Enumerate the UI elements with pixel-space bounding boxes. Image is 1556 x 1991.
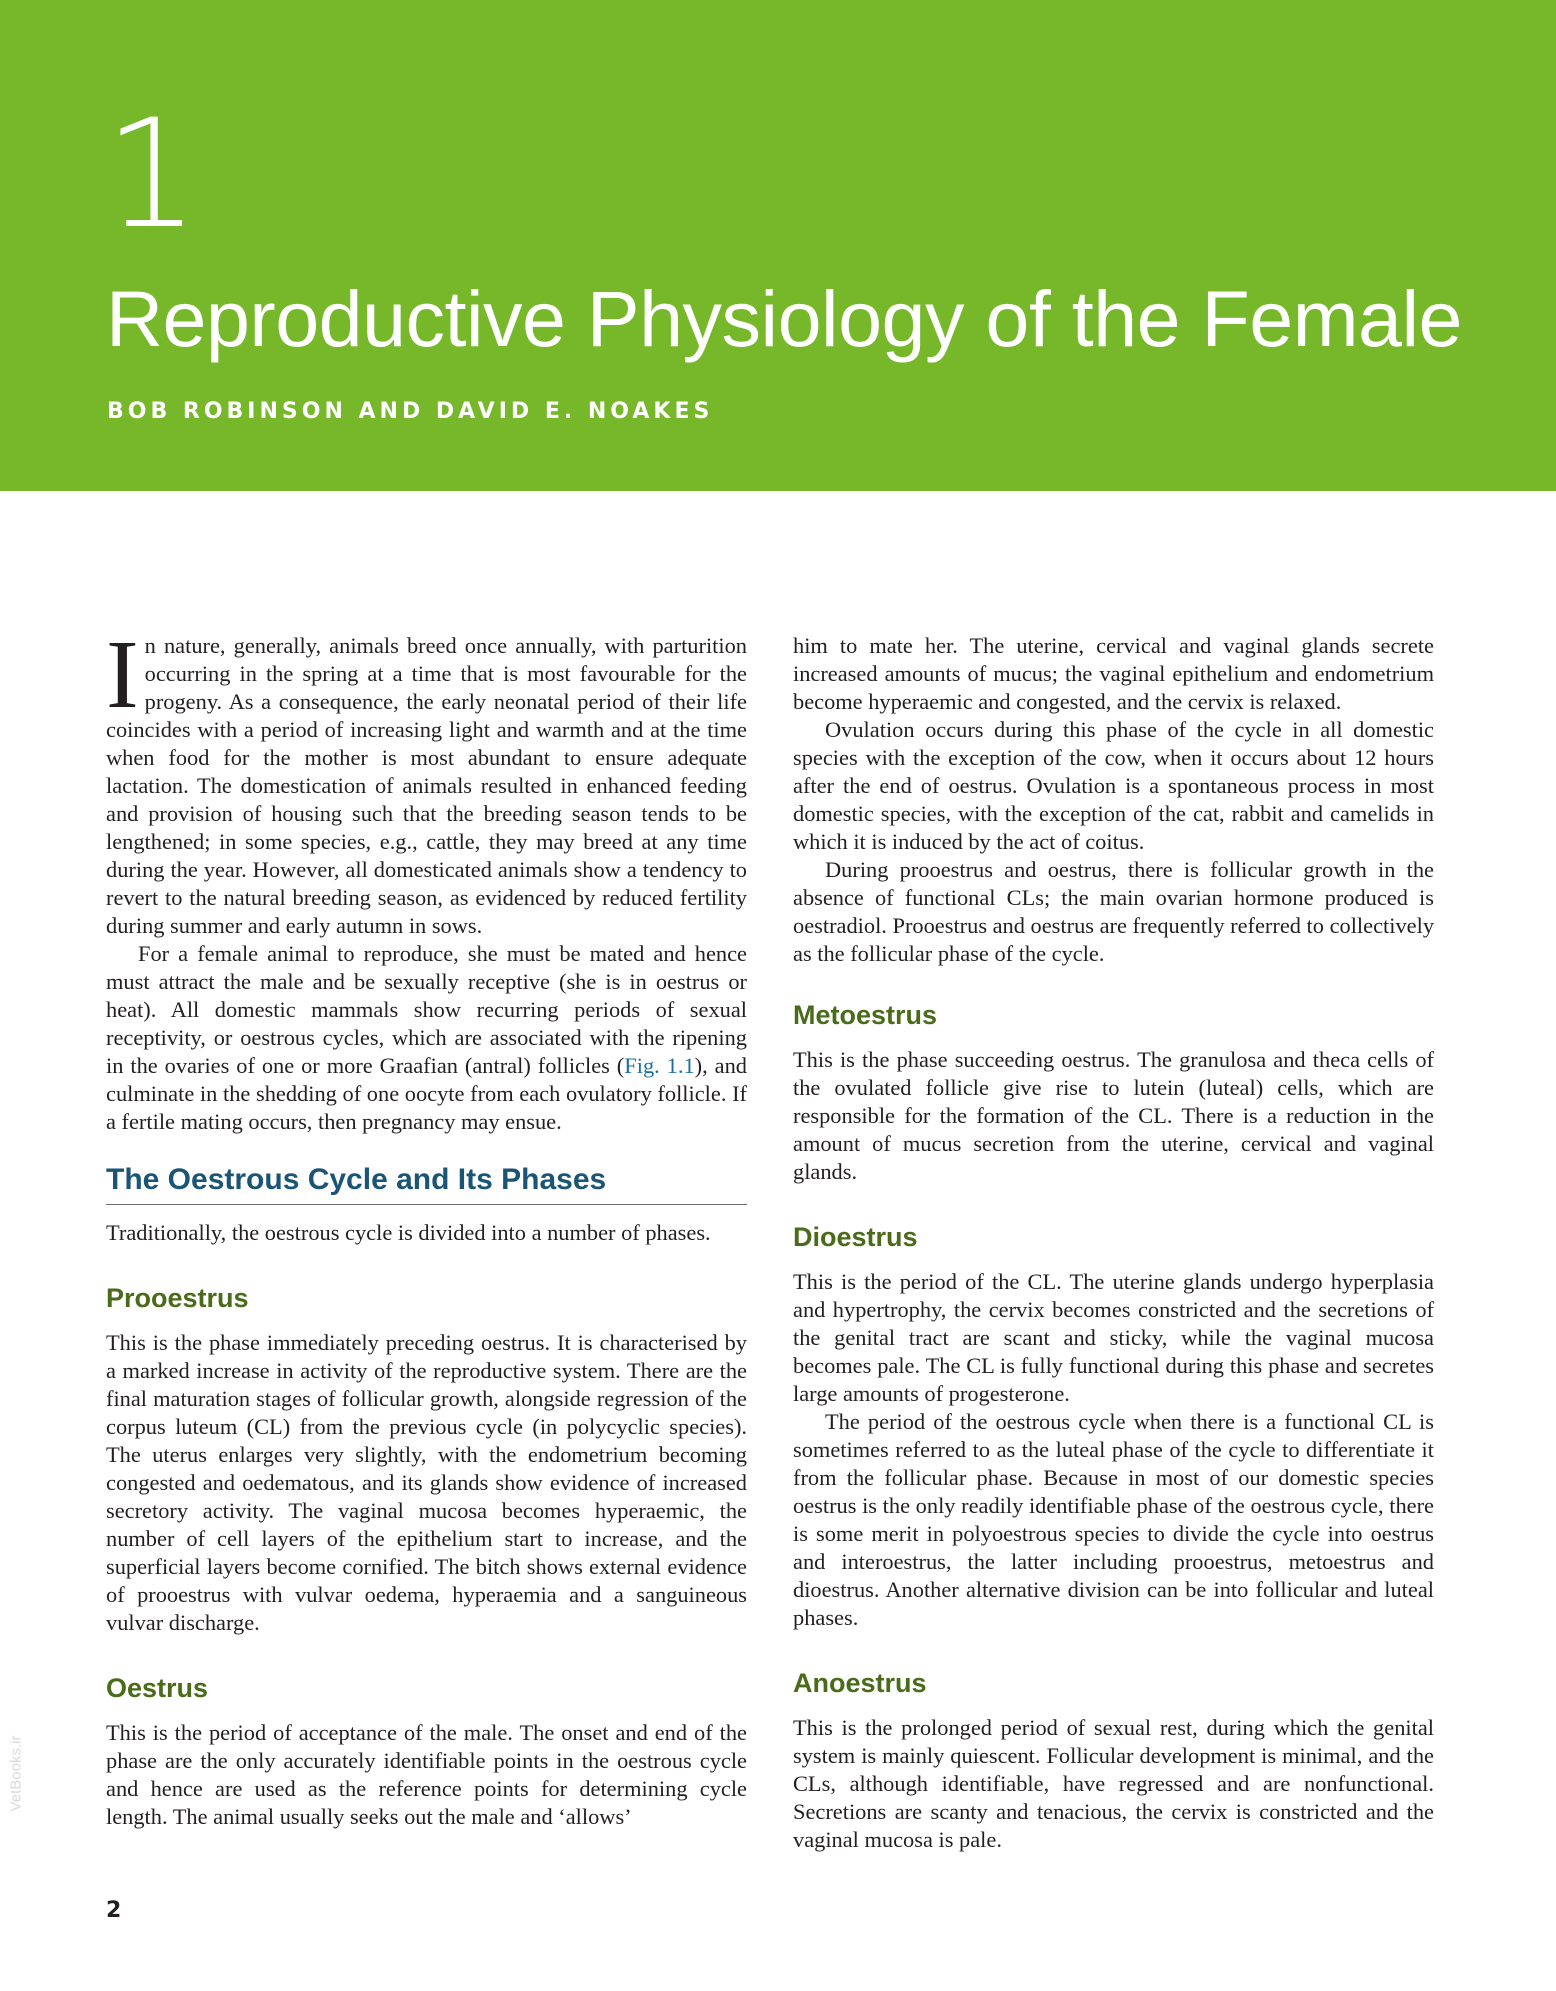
prooestrus-paragraph: This is the phase immediately preceding oestrus. It is characterised by a marked increase in activity of the reproductive system. There are the final maturation stages of follicular growth, alongside regression of the corpus luteum (CL) from the previous cycle (in polycyclic species). The uterus enlarges very slightly, with the endometrium becoming congested and oedematous, and its glands show evidence of increased secretory activity. The vaginal mucosa becomes hyperaemic, the number of cell layers of the epithelium start to increase, and the superficial layers become cornified. The bitch shows external evidence of prooestrus with vulvar oedema, hyperaemia and a sanguineous vulvar discharge.: [106, 1330, 747, 1635]
intro-paragraph-2-text-b: ), and culminate in the shedding of one oocyte from each ovulatory follicle. If a fertile mating occurs, then pregnancy may ensue.: [106, 1053, 747, 1134]
chapter-number: 1: [104, 88, 196, 262]
subheading-anoestrus: Anoestrus: [793, 1668, 927, 1698]
dioestrus-paragraph: This is the period of the CL. The uterine glands undergo hyperplasia and hypertrophy, the cervix becomes constricted and the secretions of the genital tract are scant and sticky, while the vaginal mucosa becomes pale. The CL is fully functional during this phase and secretes large amounts of progesterone.: [793, 1269, 1434, 1406]
figure-reference-link[interactable]: Fig. 1.1: [624, 1053, 695, 1078]
intro-paragraph-1-text: n nature, generally, animals breed once annually, with parturition occurring in the spring at a time that is most favourable for the progeny. As a consequence, the early neonatal period of their life coincides with a period of increasing light and warmth and at the time when food for the mother is most abundant to ensure adequate lactation. The domestication of animals resulted in enhanced feeding and provision of housing such that the breeding season tends to be lengthened; in some species, e.g., cattle, they may breed at any time during the year. However, all domesticated animals show a tendency to revert to the natural breeding season, as evidenced by reduced fertility during summer and early autumn in sows.: [106, 633, 747, 938]
right-column: [793, 632, 1434, 1854]
page-number: 2: [106, 1898, 122, 1923]
intro-paragraph-1: [106, 621, 747, 940]
subheading-oestrus: Oestrus: [106, 1673, 209, 1703]
section-intro-paragraph: Traditionally, the oestrous cycle is divided into a number of phases.: [106, 1220, 711, 1245]
watermark: VetBooks.ir: [7, 1735, 25, 1812]
drop-cap: I: [106, 621, 139, 729]
left-column: [106, 621, 747, 1831]
intro-paragraph-2-text-a: For a female animal to reproduce, she must be mated and hence must attract the male and be sexually receptive (she is in oestrus or heat). All domestic mammals show recurring periods of sexual receptivity, or oestrous cycles, which are associated with the ripening in the ovaries of one or more Graafian (antral) follicles (: [106, 941, 747, 1078]
follicular-phase-paragraph: During prooestrus and oestrus, there is follicular growth in the absence of functional CLs; the main ovarian hormone produced is oestradiol. Prooestrus and oestrus are frequently referred to collectively as the follicular phase of the cycle.: [793, 857, 1435, 966]
oestrus-continued-paragraph: him to mate her. The uterine, cervical and vaginal glands secrete increased amounts of mucus; the vaginal epithelium and endometrium become hyperaemic and congested, and the cervix is relaxed.: [793, 633, 1434, 714]
intro-paragraph-2: [106, 940, 747, 1136]
subheading-prooestrus: Prooestrus: [106, 1283, 249, 1313]
luteal-phase-paragraph: The period of the oestrous cycle when there is a functional CL is sometimes referred to as the luteal phase of the cycle to differentiate it from the follicular phase. Because in most of our domestic species oestrus is the only readily identifiable phase of the oestrous cycle, there is some merit in polyoestrous species to divide the cycle into oestrus and interoestrus, the latter including prooestrus, metoestrus and dioestrus. Another alternative division can be into follicular and luteal phases.: [793, 1409, 1434, 1630]
ovulation-paragraph: Ovulation occurs during this phase of the cycle in all domestic species with the exception of the cow, when it occurs about 12 hours after the end of oestrus. Ovulation is a spontaneous process in most domestic species, with the exception of the cat, rabbit and camelids in which it is induced by the act of coitus.: [793, 717, 1434, 854]
subheading-dioestrus: Dioestrus: [793, 1222, 918, 1252]
chapter-banner: [0, 0, 1556, 491]
section-heading-oestrous-cycle: The Oestrous Cycle and Its Phases: [106, 1162, 747, 1205]
metoestrus-paragraph: This is the phase succeeding oestrus. The granulosa and theca cells of the ovulated follicle give rise to lutein (luteal) cells, which are responsible for the formation of the CL. There is a reduction in the amount of mucus secretion from the uterine, cervical and vaginal glands.: [793, 1047, 1434, 1184]
anoestrus-paragraph: This is the prolonged period of sexual rest, during which the genital system is mainly quiescent. Follicular development is minimal, and the CLs, although identifiable, have regressed and are nonfunctional. Secretions are scanty and tenacious, the cervix is constricted and the vaginal mucosa is pale.: [793, 1715, 1434, 1852]
chapter-authors: BOB ROBINSON AND DAVID E. NOAKES: [107, 399, 714, 424]
subheading-metoestrus: Metoestrus: [793, 1000, 938, 1030]
oestrus-paragraph: This is the period of acceptance of the male. The onset and end of the phase are the only accurately identifiable points in the oestrous cycle and hence are used as the reference points for determining cycle length. The animal usually seeks out the male and ‘allows’: [106, 1720, 747, 1829]
chapter-title: Reproductive Physiology of the Female: [106, 274, 1462, 363]
